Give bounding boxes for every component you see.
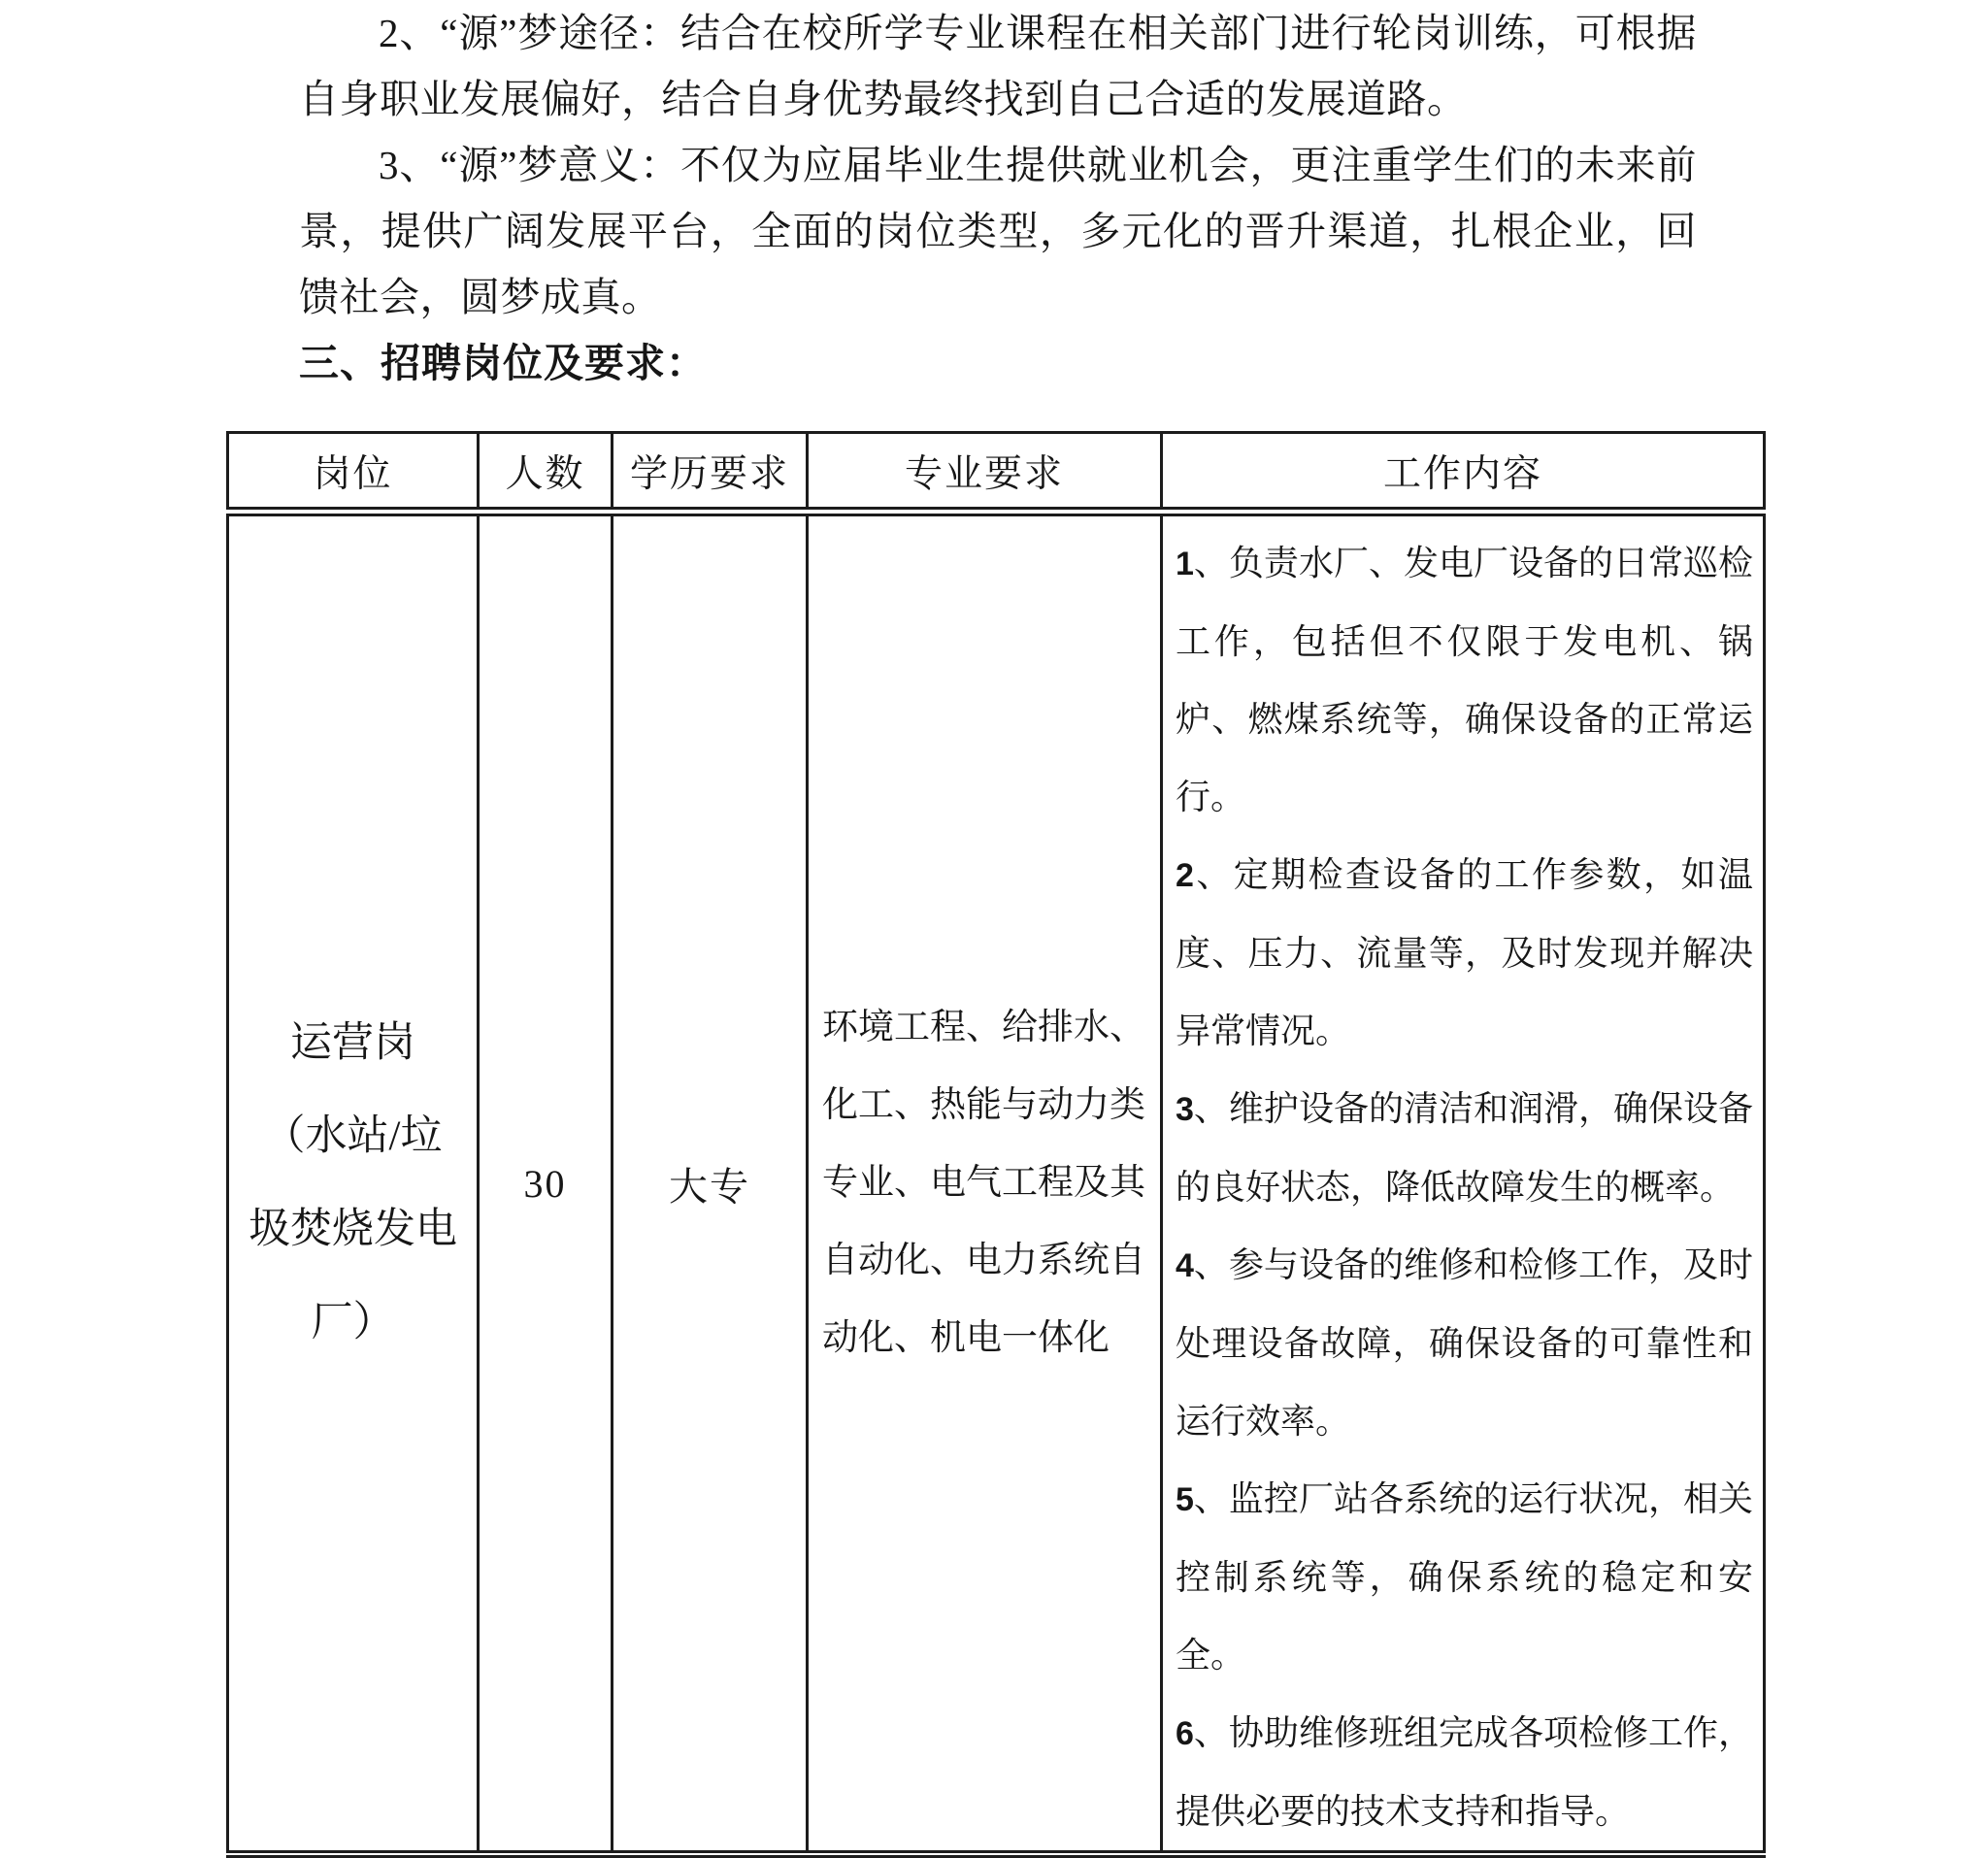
table-row <box>228 512 1765 1854</box>
major-requirements-cell <box>808 512 1162 1854</box>
major-line: 化工、热能与动力类 <box>822 1085 1145 1125</box>
intro-text-block <box>299 0 1697 396</box>
headcount-cell: 30 <box>479 512 613 1854</box>
position-line: 厂） <box>311 1300 395 1345</box>
duty-text: 、监控厂站各系统的运行状况，相关控制系统等，确保系统的稳定和安全。 <box>1176 1479 1753 1675</box>
duty-item-1 <box>1176 524 1753 836</box>
duty-text: 、维护设备的清洁和润滑，确保设备的良好状态，降低故障发生的概率。 <box>1176 1089 1753 1207</box>
duty-number: 6 <box>1176 1715 1194 1752</box>
duty-number: 4 <box>1176 1247 1194 1284</box>
major-line: 动化、机电一体化 <box>822 1318 1110 1358</box>
major-line: 专业、电气工程及其 <box>822 1163 1145 1203</box>
duty-item-4 <box>1176 1226 1753 1460</box>
paragraph-yuan-dream-path: 2、“源”梦途径：结合在校所学专业课程在相关部门进行轮岗训练，可根据自身职业发展偏好，结合自身优势最终找到自己合适的发展道路。 <box>299 11 1697 121</box>
duty-text: 、参与设备的维修和检修工作，及时处理设备故障，确保设备的可靠性和运行效率。 <box>1176 1245 1753 1441</box>
header-position: 岗位 <box>228 433 479 513</box>
position-line: （水站/垃 <box>263 1113 443 1159</box>
position-line: 圾焚烧发电 <box>248 1207 457 1252</box>
header-headcount: 人数 <box>479 433 613 513</box>
duty-item-2 <box>1176 836 1753 1070</box>
position-cell <box>228 512 479 1854</box>
duty-item-3 <box>1176 1070 1753 1226</box>
duty-text: 、协助维修班组完成各项检修工作，提供必要的技术支持和指导。 <box>1176 1713 1753 1831</box>
duties-cell <box>1162 512 1765 1854</box>
duty-item-5 <box>1176 1460 1753 1694</box>
education-cell: 大专 <box>613 512 808 1854</box>
recruitment-table <box>226 431 1766 1858</box>
header-duties: 工作内容 <box>1162 433 1765 513</box>
major-line: 环境工程、给排水、 <box>822 1008 1145 1047</box>
duty-number: 3 <box>1176 1091 1194 1128</box>
duty-number: 5 <box>1176 1481 1194 1518</box>
position-line: 运营岗 <box>290 1020 415 1066</box>
header-major: 专业要求 <box>808 433 1162 513</box>
duty-text: 、负责水厂、发电厂设备的日常巡检工作，包括但不仅限于发电机、锅炉、燃煤系统等，确保设备的正常运行。 <box>1176 544 1753 816</box>
duty-number: 1 <box>1176 546 1194 582</box>
duty-number: 2 <box>1176 857 1194 894</box>
table-header-row <box>228 433 1765 513</box>
duty-text: 、定期检查设备的工作参数，如温度、压力、流量等，及时发现并解决异常情况。 <box>1176 855 1753 1050</box>
duty-item-6 <box>1176 1694 1753 1850</box>
header-education: 学历要求 <box>613 433 808 513</box>
major-line: 自动化、电力系统自 <box>822 1241 1145 1280</box>
paragraph-yuan-dream-meaning: 3、“源”梦意义：不仅为应届毕业生提供就业机会，更注重学生们的未来前景，提供广阔发展平台，全面的岗位类型，多元化的晋升渠道，扎根企业，回馈社会，圆梦成真。 <box>299 143 1697 319</box>
section-heading-recruitment: 三、招聘岗位及要求： <box>299 341 707 385</box>
